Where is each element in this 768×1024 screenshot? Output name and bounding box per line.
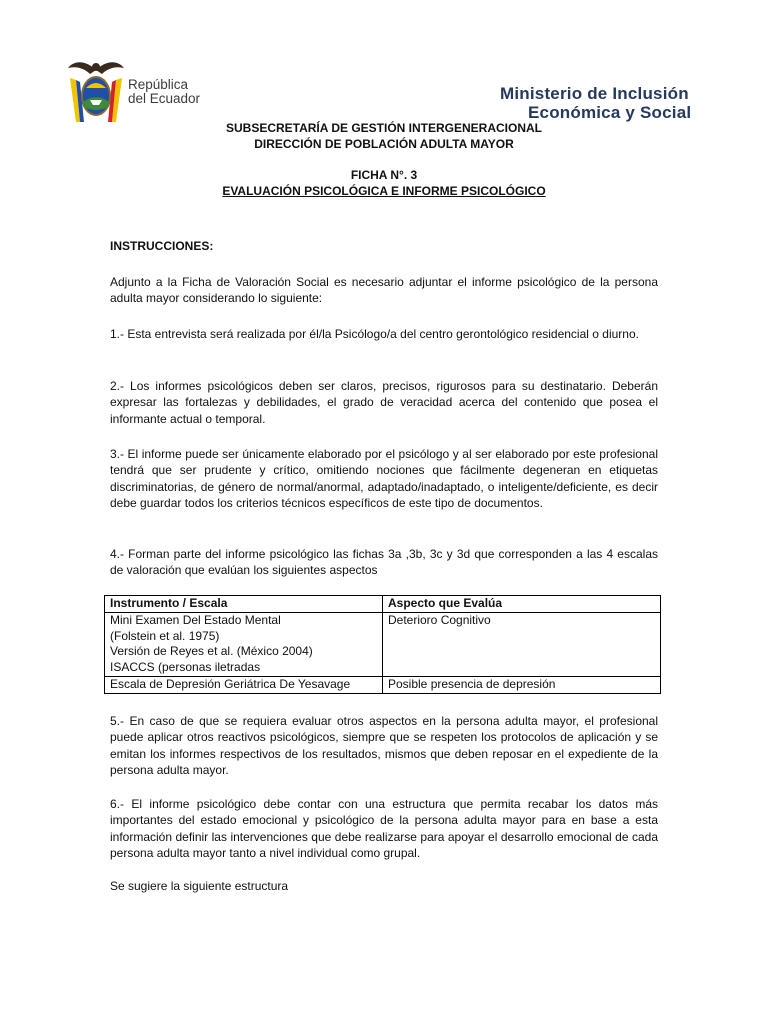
item-1-paragraph — [110, 326, 658, 342]
aspect-cell: Deterioro Cognitivo — [383, 612, 661, 676]
republica-text: República — [128, 77, 189, 92]
item-1-text: 1.- Esta entrevista será realizada por él/la Psicólogo/a del centro gerontológico residencial o diurno. — [110, 327, 639, 341]
header-instrumento: Instrumento / Escala — [105, 596, 383, 613]
instructions-heading-block — [110, 238, 658, 254]
instrument-cell — [105, 612, 383, 676]
item-6-paragraph — [110, 796, 658, 861]
table-row — [105, 676, 661, 693]
item-3-text: 3.- El informe puede ser únicamente elaborado por el psicólogo y al ser elaborado por este profesional tendrá que ser prudente y crítico, omitiendo nociones que fácilmente degeneran en etiquetas discriminatorias, de género de normal/anormal, adaptado/inadaptado, o inteligente/deficiente, es decir debe guardar todos los criterios técnicos específicos de este tipo de documentos. — [110, 447, 658, 510]
aspect-cell: Posible presencia de depresión — [383, 676, 661, 693]
item-3-paragraph — [110, 446, 658, 511]
instrument-line: (Folstein et al. 1975) — [110, 628, 220, 643]
coat-of-arms-icon — [66, 58, 126, 124]
scales-table — [104, 595, 661, 694]
table-header-row — [105, 596, 661, 613]
title-line-1: SUBSECRETARÍA DE GESTIÓN INTERGENERACIONAL — [225, 121, 543, 135]
instructions-heading: INSTRUCCIONES: — [110, 239, 214, 253]
table-row — [105, 612, 661, 676]
instrument-cell — [105, 676, 383, 693]
evaluacion-title: EVALUACIÓN PSICOLÓGICA E INFORME PSICOLÓGICO — [222, 183, 546, 198]
item-6-text: 6.- El informe psicológico debe contar con una estructura que permita recabar los datos más importantes del estado emocional y psicológico de la persona adulta mayor para en base a esta información definir las intervenciones que debe realizarse para apoyar el desarrollo emocional de cada persona adulta mayor tanto a nivel individual como grupal. — [110, 797, 658, 860]
ficha-title — [0, 168, 768, 199]
instrument-line: ISACCS (personas iletradas — [110, 660, 261, 675]
subsecretaria-title — [0, 121, 768, 152]
intro-paragraph — [110, 274, 658, 307]
closing-text: Se sugiere la siguiente estructura — [110, 879, 289, 893]
closing-paragraph — [110, 878, 658, 894]
intro-text: Adjunto a la Ficha de Valoración Social es necesario adjuntar el informe psicológico de la persona adulta mayor considerando lo siguiente: — [110, 275, 658, 306]
ficha-number: FICHA N°. 3 — [350, 168, 418, 182]
item-2-text: 2.- Los informes psicológicos deben ser claros, precisos, rigurosos para su destinatario. Deberán expresar las fortalezas y debilidades, el grado de veracidad acerca del contenido que posea el informante actual o temporal. — [110, 379, 658, 426]
instrument-line: Mini Examen Del Estado Mental — [110, 612, 281, 627]
item-4-paragraph — [110, 546, 658, 579]
item-5-text: 5.- En caso de que se requiera evaluar otros aspectos en la persona adulta mayor, el profesional puede aplicar otros reactivos psicológicos, siempre que se respeten los protocolos de aplicación y se emitan los informes respectivos de los resultados, mismos que deben reposar en el expediente de la persona adulta mayor. — [110, 714, 658, 777]
del-ecuador-text: del Ecuador — [128, 91, 201, 106]
title-line-2: DIRECCIÓN DE POBLACIÓN ADULTA MAYOR — [254, 136, 514, 151]
instrument-line: Escala de Depresión Geriátrica De Yesavage — [110, 676, 351, 691]
republica-ecuador-logo — [66, 58, 226, 124]
ministerio-logo — [500, 84, 710, 122]
ministerio-line2: Económica y Social — [528, 103, 692, 122]
item-2-paragraph — [110, 378, 658, 427]
header-aspecto: Aspecto que Evalúa — [383, 596, 661, 613]
item-5-paragraph — [110, 713, 658, 778]
item-4-text: 4.- Forman parte del informe psicológico las fichas 3a ,3b, 3c y 3d que corresponden a las 4 escalas de valoración que evalúan los siguientes aspectos — [110, 547, 658, 578]
ministerio-line1: Ministerio de Inclusión — [500, 84, 689, 103]
instrument-line: Versión de Reyes et al. (México 2004) — [110, 644, 313, 659]
